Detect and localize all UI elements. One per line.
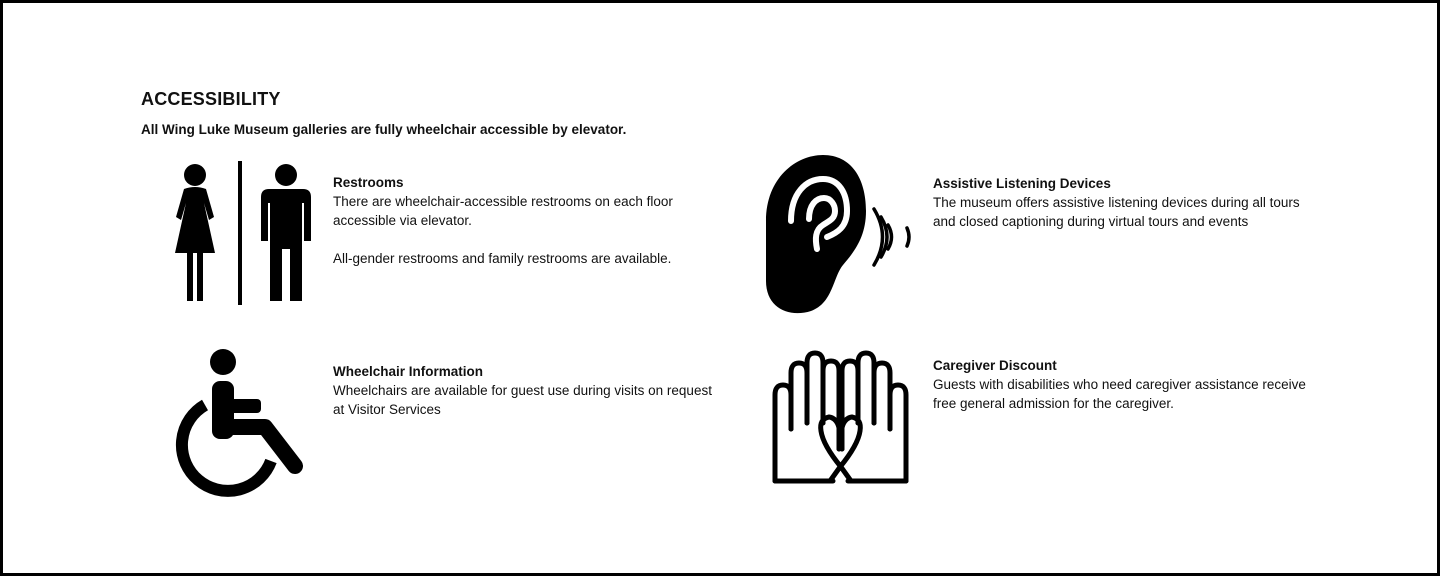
restrooms-info — [333, 173, 723, 268]
wheelchair-title: Wheelchair Information — [333, 364, 484, 379]
restrooms-title: Restrooms — [333, 175, 404, 190]
restroom-icon — [159, 157, 319, 307]
hands-heart-icon — [763, 349, 918, 494]
restrooms-description: There are wheelchair-accessible restrooms on each floor accessible via elevator. — [333, 194, 673, 228]
listening-info — [933, 174, 1323, 231]
caregiver-info — [933, 356, 1323, 413]
wheelchair-info — [333, 362, 723, 419]
caregiver-title: Caregiver Discount — [933, 358, 1057, 373]
hearing-icon — [761, 153, 921, 318]
section-title: ACCESSIBILITY — [141, 89, 281, 109]
listening-description: The museum offers assistive listening devices during all tours and closed captioning during virtual tours and events — [933, 195, 1300, 229]
caregiver-description: Guests with disabilities who need caregiver assistance receive free general admission for the caregiver. — [933, 377, 1306, 411]
section-intro: All Wing Luke Museum galleries are fully wheelchair accessible by elevator. — [141, 122, 627, 137]
listening-title: Assistive Listening Devices — [933, 176, 1111, 191]
wheelchair-icon — [173, 343, 303, 498]
restrooms-all-gender-note: All-gender restrooms and family restrooms are available. — [333, 251, 672, 266]
wheelchair-description: Wheelchairs are available for guest use during visits on request at Visitor Services — [333, 383, 712, 417]
